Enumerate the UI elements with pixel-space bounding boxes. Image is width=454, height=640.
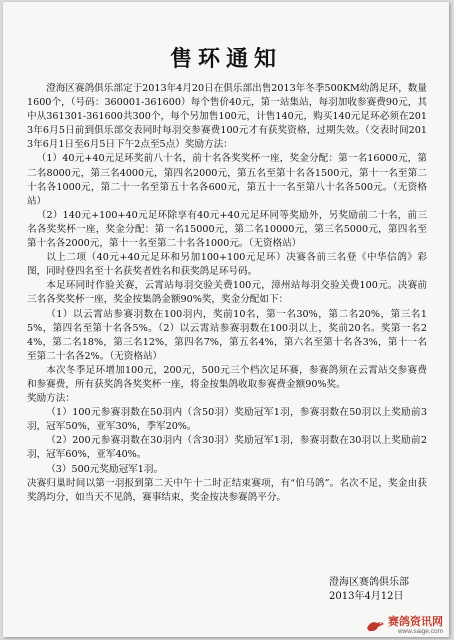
- document-page: [3, 2, 449, 637]
- paragraph-winter-rings: 本次冬季足环增加100元，200元，500元三个档次足环赛，参赛鸽须在云霄站交参赛费和参赛费，所有获奖鸽各奖奖杯一座，将金按集鸽收取参赛费金额90%奖。: [27, 364, 427, 390]
- paragraph-reward-500: （3）500元奖励冠军1羽。: [46, 463, 164, 475]
- paragraph-publication: 以上二项（40元+40元足环和另加100+100元足环）决赛各前三名登《中华信鸽》彩图，同时登四名至十名获奖者姓名和获奖鸽足环号码。: [27, 252, 427, 278]
- watermark-brand: 赛鸽资讯网: [388, 616, 443, 628]
- paragraph-checkpoint: 本足环同时作验关赛，云霄站每羽交验关费100元，漳州站每羽交验关费100元。决赛前三名各奖奖杯一座，奖金按集鸽金额90%奖，奖金分配如下：: [27, 280, 427, 306]
- signature-date: 2013年4月12日: [329, 591, 404, 602]
- paragraph-checkpoint-split: （1）以云霄站参赛羽数在100羽内，奖前10名，第一名30%，第二名20%，第三名15%，第四名至第十名各5%。（2）以云霄站参赛羽数在100羽以上，奖前20名。奖第一名24%，第二名18%，第三名12%，第四名7%，第五名4%，第六名至第十名各3%，第十一名至第二十名各2%。（无资格站）: [27, 308, 427, 362]
- pigeon-logo-icon: [365, 618, 385, 634]
- signature-org: 澄海区赛鸽俱乐部: [329, 577, 409, 588]
- paragraph-reward-200: （2）200元参赛羽数在30羽内（含30羽）奖励冠军1羽，参赛羽数在30羽以上奖励前2羽，冠军60%，亚军40%。: [27, 435, 427, 461]
- paragraph-intro: 澄海区赛鸽俱乐部定于2013年4月20日在俱乐部出售2013年冬季500KM幼鸽足环，数量1600个，（号码：360001-361600）每个售价40元，第一站集站，每羽加收参赛费90元，其中从361301-361600共300个，每个另加售100元，计售140元，购买140元足环必须在2013年6月5日前到俱乐部交表同时每羽交参赛费100元才有获奖资格，过期失效。（交表时间2013年6月1日至6月5日下午2点至5点）奖励方法：: [27, 83, 427, 151]
- paragraph-reward-2: （2）140元+100+40元足环除享有40元+40元足环同等奖励外，另奖励前二十名，前三名各奖奖杯一座，奖金分配：第一名15000元，第二名10000元，第三名5000元，第四名至第十名各2000元，第十一名至第二十名各1000元。（无资格站）: [27, 209, 427, 250]
- signature-block: [329, 576, 409, 604]
- paragraph-closing: 决赛归巢时间以第一羽报到第二天中午十二时正结束赛项，有“伯马鸽”。名次不足，奖金由获奖鸽均分，如当天不见鸽，赛事结束，奖金按决参赛鸽平分。: [27, 477, 427, 503]
- site-watermark: [365, 616, 443, 635]
- paragraph-reward-heading: 奖励方法：: [27, 393, 75, 405]
- document-title: 售环通知: [169, 46, 282, 72]
- notice-body: [27, 82, 427, 505]
- watermark-url: www.saige.com: [397, 628, 443, 635]
- paragraph-reward-100: （1）100元参赛羽数在50羽内（含50羽）奖励冠军1羽，参赛羽数在50羽以上奖励前3羽，冠军50%，亚军30%，季军20%。: [27, 407, 427, 433]
- paragraph-reward-1: （1）40元+40元足环奖前八十名，前十名各奖奖杯一座，奖金分配：第一名16000元，第二名8000元，第三名4000元，第四名2000元，第五名至第十名各1500元，第十一名至第二十名各1000元，第二十一名至第五十名各600元，第五十一名至第八十名各500元。（无资格站）: [27, 153, 427, 207]
